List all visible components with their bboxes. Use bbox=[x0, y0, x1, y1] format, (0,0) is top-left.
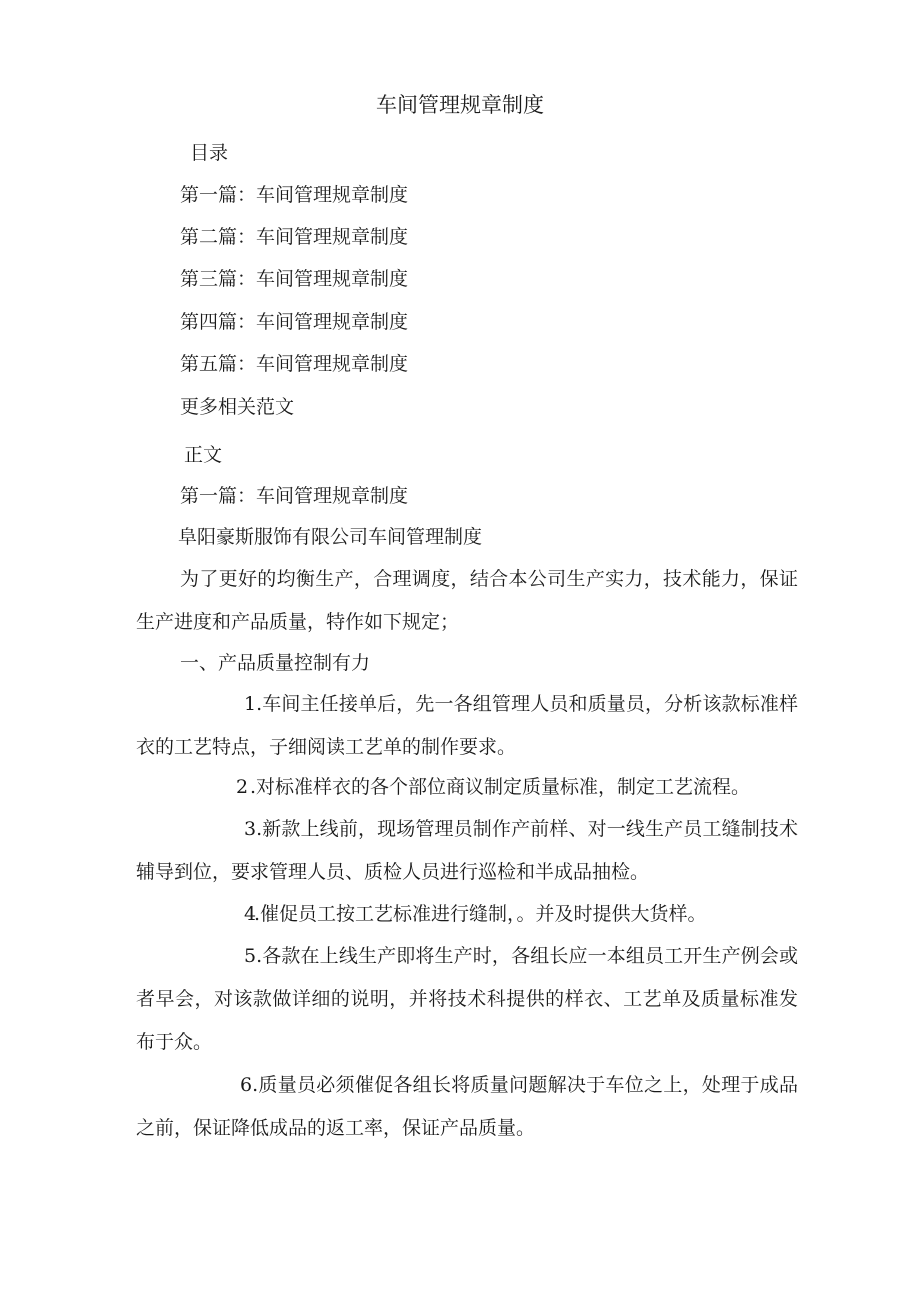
item-number: 6 bbox=[240, 1074, 253, 1096]
toc-item-2[interactable]: 第二篇：车间管理规章制度 bbox=[180, 226, 409, 248]
item-text: .各款在上线生产即将生产时，各组长应一本组员工开生产例会或者早会，对该款做详细的说明，并将技术科提供的样衣、工艺单及质量标准发布于众。 bbox=[136, 945, 798, 1053]
list-item bbox=[136, 935, 798, 1064]
item-number: 4 bbox=[244, 903, 257, 925]
document-title: 车间管理规章制度 bbox=[376, 93, 544, 117]
list-item bbox=[136, 766, 798, 809]
item-text: .催促员工按工艺标准进行缝制，。并及时提供大货样。 bbox=[254, 903, 707, 925]
body-heading: 正文 bbox=[184, 444, 223, 466]
list-item bbox=[136, 893, 798, 936]
item-number: 3 bbox=[244, 818, 257, 840]
toc-item-4[interactable]: 第四篇：车间管理规章制度 bbox=[180, 311, 409, 333]
list-item bbox=[136, 1064, 798, 1150]
toc-more-link[interactable]: 更多相关范文 bbox=[180, 396, 295, 418]
item-text: .对标准样衣的各个部位商议制定质量标准，制定工艺流程。 bbox=[250, 776, 751, 798]
item-number: 1 bbox=[244, 693, 257, 715]
toc-item-5[interactable]: 第五篇：车间管理规章制度 bbox=[180, 353, 409, 375]
toc-heading: 目录 bbox=[190, 142, 229, 164]
item-number: 2 bbox=[236, 776, 249, 798]
section-heading: 一、产品质量控制有力 bbox=[180, 652, 371, 674]
toc-item-1[interactable]: 第一篇：车间管理规章制度 bbox=[180, 184, 409, 206]
item-text: .新款上线前，现场管理员制作产前样、对一线生产员工缝制技术辅导到位，要求管理人员、质检人员进行巡检和半成品抽检。 bbox=[136, 818, 798, 883]
item-number: 5 bbox=[244, 945, 257, 967]
intro-paragraph: 为了更好的均衡生产，合理调度，结合本公司生产实力，技术能力，保证生产进度和产品质量，特作如下规定； bbox=[136, 568, 798, 633]
item-text: .车间主任接单后，先一各组管理人员和质量员，分析该款标准样衣的工艺特点，子细阅读工艺单的制作要求。 bbox=[136, 693, 798, 758]
list-item bbox=[136, 808, 798, 894]
list-item bbox=[136, 683, 798, 769]
toc-item-3[interactable]: 第三篇：车间管理规章制度 bbox=[180, 268, 409, 290]
item-text: .质量员必须催促各组长将质量问题解决于车位之上，处理于成品之前，保证降低成品的返工率，保证产品质量。 bbox=[136, 1074, 798, 1139]
company-title: 阜阳豪斯服饰有限公司车间管理制度 bbox=[178, 526, 483, 548]
chapter-title: 第一篇：车间管理规章制度 bbox=[180, 485, 409, 507]
